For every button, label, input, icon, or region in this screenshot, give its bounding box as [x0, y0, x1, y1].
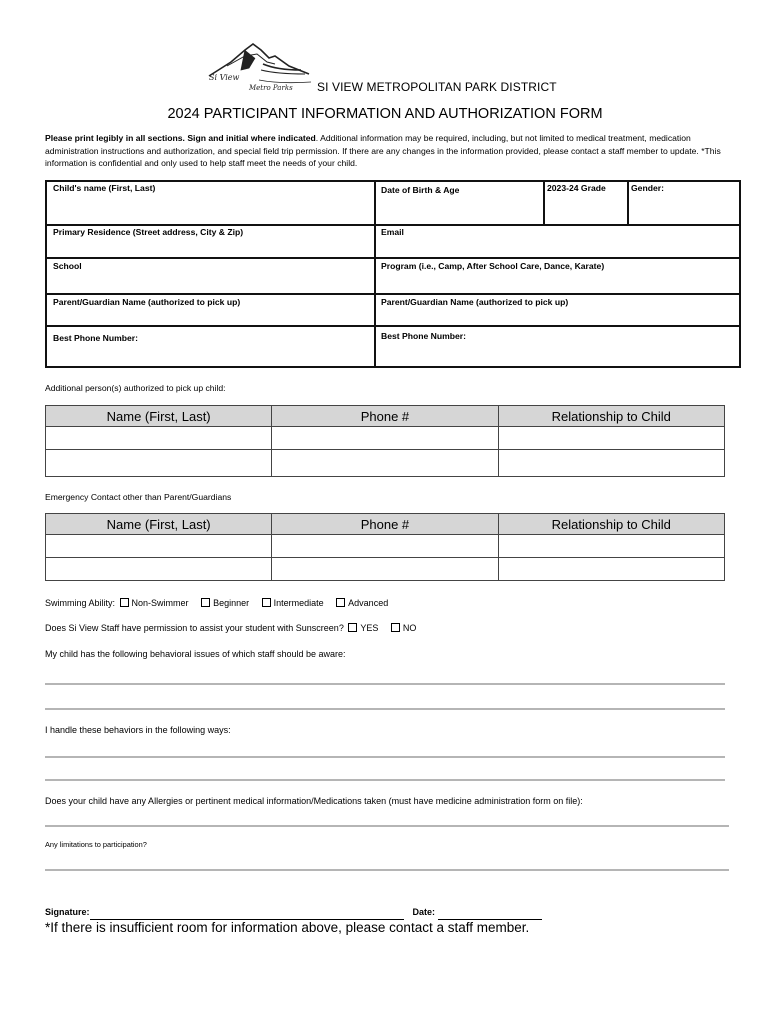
sunscreen-no-checkbox[interactable] — [391, 623, 400, 632]
swimming-label: Swimming Ability: — [45, 598, 116, 608]
intro-paragraph — [45, 132, 735, 170]
gender-divider — [627, 180, 629, 226]
handling-answer-line[interactable] — [45, 779, 725, 781]
behavior-answer-line[interactable] — [45, 708, 725, 710]
option-label: Advanced — [348, 598, 389, 608]
column-header: Name (First, Last) — [46, 406, 272, 427]
emergency-label: Emergency Contact other than Parent/Guardians — [45, 492, 232, 502]
table-row — [46, 535, 725, 558]
intro-rest: . Additional information may be required, including, but not limited to medical treatment, medication administration instructions and authorization, and special field trip permission. If there are any changes in the information provided, please contact a staff member to update. *This information is confidential and only used to help staff meet the needs of your child. — [45, 133, 721, 169]
emergency-phone-cell[interactable] — [272, 535, 498, 558]
guardian1-name-field[interactable]: Parent/Guardian Name (authorized to pick up) — [53, 297, 241, 307]
dob-field[interactable]: Date of Birth & Age — [381, 185, 460, 195]
yes-label: YES — [360, 623, 379, 633]
form-title: 2024 PARTICIPANT INFORMATION AND AUTHORIZATION FORM — [167, 106, 603, 122]
signature-row — [45, 907, 542, 920]
emergency-relationship-cell[interactable] — [498, 558, 724, 581]
advanced-checkbox[interactable] — [336, 598, 345, 607]
email-field[interactable]: Email — [381, 227, 404, 237]
date-field[interactable] — [438, 909, 542, 920]
info-box-divider — [374, 180, 376, 368]
emergency-phone-cell[interactable] — [272, 558, 498, 581]
medical-answer-line[interactable] — [45, 825, 729, 827]
emergency-name-cell[interactable] — [46, 558, 272, 581]
table-row — [46, 558, 725, 581]
handling-answer-line[interactable] — [45, 756, 725, 758]
swimming-ability-row — [45, 598, 388, 608]
column-header: Phone # — [272, 514, 498, 535]
table-row — [46, 450, 725, 477]
no-label: NO — [402, 623, 417, 633]
behavior-answer-line[interactable] — [45, 683, 725, 685]
info-row-line — [45, 224, 741, 226]
pickup-relationship-cell[interactable] — [498, 427, 724, 450]
date-label: Date: — [412, 907, 436, 917]
child-name-field[interactable]: Child's name (First, Last) — [53, 183, 156, 193]
emergency-table — [45, 513, 725, 581]
emergency-relationship-cell[interactable] — [498, 535, 724, 558]
pickup-phone-cell[interactable] — [272, 427, 498, 450]
logo-text-line2: Metro Parks — [249, 84, 293, 92]
sunscreen-question: Does Si View Staff have permission to assist your student with Sunscreen? — [45, 623, 344, 633]
signature-label: Signature: — [45, 907, 90, 917]
pickup-name-cell[interactable] — [46, 427, 272, 450]
info-row-line — [45, 325, 741, 327]
option-label: Beginner — [213, 598, 250, 608]
program-field[interactable]: Program (i.e., Camp, After School Care, Dance, Karate) — [381, 261, 605, 271]
pickup-relationship-cell[interactable] — [498, 450, 724, 477]
limitations-question: Any limitations to participation? — [45, 840, 147, 849]
gender-field[interactable]: Gender: — [631, 183, 664, 193]
grade-field[interactable]: 2023-24 Grade — [547, 183, 606, 193]
signature-field[interactable] — [90, 909, 404, 920]
logo-text-line1: Si View — [209, 73, 240, 82]
column-header: Relationship to Child — [498, 514, 724, 535]
grade-divider — [543, 180, 545, 226]
info-row-line — [45, 257, 741, 259]
insufficient-room-note: *If there is insufficient room for information above, please contact a staff member. — [45, 920, 530, 935]
non-swimmer-checkbox[interactable] — [120, 598, 129, 607]
mountain-logo-icon — [205, 40, 315, 92]
sunscreen-yes-checkbox[interactable] — [348, 623, 357, 632]
column-header: Relationship to Child — [498, 406, 724, 427]
pickup-table — [45, 405, 725, 477]
district-name: SI VIEW METROPOLITAN PARK DISTRICT — [317, 80, 557, 94]
guardian2-phone-field[interactable]: Best Phone Number: — [381, 331, 466, 341]
behavior-handling-question: I handle these behaviors in the following ways: — [45, 725, 231, 735]
option-label: Intermediate — [273, 598, 324, 608]
pickup-label: Additional person(s) authorized to pick up child: — [45, 383, 226, 393]
guardian2-name-field[interactable]: Parent/Guardian Name (authorized to pick up) — [381, 297, 569, 307]
table-header-row — [46, 406, 725, 427]
option-label: Non-Swimmer — [131, 598, 189, 608]
school-field[interactable]: School — [53, 261, 82, 271]
intermediate-checkbox[interactable] — [262, 598, 271, 607]
info-row-line — [45, 293, 741, 295]
behavior-question: My child has the following behavioral issues of which staff should be aware: — [45, 649, 346, 659]
intro-bold: Please print legibly in all sections. Sign and initial where indicated — [45, 133, 316, 143]
table-row — [46, 427, 725, 450]
medical-question: Does your child have any Allergies or pertinent medical information/Medications taken (must have medicine administration form on file): — [45, 796, 583, 806]
park-district-logo — [205, 40, 315, 92]
guardian1-phone-field[interactable]: Best Phone Number: — [53, 333, 138, 343]
column-header: Phone # — [272, 406, 498, 427]
sunscreen-row — [45, 623, 416, 633]
beginner-checkbox[interactable] — [201, 598, 210, 607]
pickup-phone-cell[interactable] — [272, 450, 498, 477]
residence-field[interactable]: Primary Residence (Street address, City & Zip) — [53, 227, 244, 237]
table-header-row — [46, 514, 725, 535]
limitations-answer-line[interactable] — [45, 869, 729, 871]
column-header: Name (First, Last) — [46, 514, 272, 535]
pickup-name-cell[interactable] — [46, 450, 272, 477]
emergency-name-cell[interactable] — [46, 535, 272, 558]
